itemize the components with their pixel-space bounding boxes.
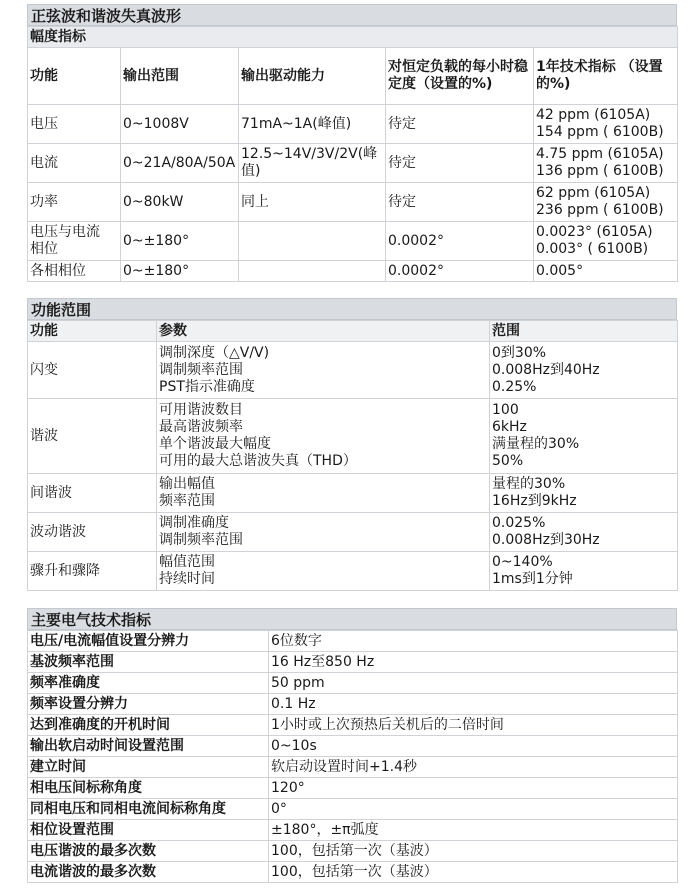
fr-params <box>157 513 490 552</box>
amp-func: 电流 <box>28 144 121 183</box>
function-range-table <box>27 320 678 591</box>
fr-range-line: 0.008Hz到40Hz <box>492 361 600 378</box>
spec-value: 100，包括第一次（基波） <box>269 841 678 862</box>
fr-func: 闪变 <box>28 342 157 399</box>
table-row <box>28 261 678 282</box>
table-row <box>28 399 678 474</box>
amp-drive: 71mA~1A(峰值) <box>239 105 386 144</box>
table-row <box>28 862 678 883</box>
amp-range: 0~±180° <box>121 261 239 282</box>
amp-drive: 12.5~14V/3V/2V(峰值) <box>239 144 386 183</box>
amp-spec-line: 154 ppm ( 6100B) <box>536 124 664 140</box>
fr-param-line: 单个谐波最大幅度 <box>159 436 271 452</box>
amp-func: 功率 <box>28 183 121 222</box>
spec-value: 100，包括第一次（基波） <box>269 862 678 883</box>
table-row <box>28 342 678 399</box>
amp-func-line: 相位 <box>30 241 58 257</box>
table-row <box>28 799 678 820</box>
fr-func: 骤升和骤降 <box>28 552 157 591</box>
table-row <box>28 552 678 591</box>
amp-stability: 待定 <box>386 144 534 183</box>
table-row <box>28 222 678 261</box>
amp-header-drive: 输出驱动能力 <box>239 48 386 105</box>
function-range-section <box>27 298 677 591</box>
amp-spec <box>534 144 678 183</box>
amp-spec: 0.005° <box>534 261 678 282</box>
fr-range-line: 0.025% <box>492 515 546 531</box>
amplitude-table <box>27 26 678 282</box>
spec-key: 电压/电流幅值设置分辨力 <box>28 631 269 652</box>
table-row <box>28 144 678 183</box>
fr-param-line: 调制深度（△V/V) <box>159 344 270 361</box>
amp-spec-line: 0.003° ( 6100B) <box>536 241 649 257</box>
fr-param-line: 可用的最大总谐波失真（THD） <box>159 453 357 469</box>
table-row <box>28 757 678 778</box>
spec-key: 电压谐波的最多次数 <box>28 841 269 862</box>
amp-func <box>28 222 121 261</box>
fr-header-params: 参数 <box>157 321 490 342</box>
spec-key: 电流谐波的最多次数 <box>28 862 269 883</box>
table-row <box>28 820 678 841</box>
amp-spec-line: 4.75 ppm (6105A) <box>536 146 664 162</box>
amp-spec-line: 0.0023° (6105A) <box>536 224 653 240</box>
spec-key: 频率准确度 <box>28 673 269 694</box>
fr-range-line: 100 <box>492 402 519 418</box>
fr-range-line: 0到30% <box>492 344 547 361</box>
amp-range: 0~1008V <box>121 105 239 144</box>
amp-func-line: 电压与电流 <box>30 224 100 240</box>
fr-range-line: 0.25% <box>492 378 537 395</box>
amp-range: 0~80kW <box>121 183 239 222</box>
amp-spec <box>534 222 678 261</box>
amp-spec <box>534 183 678 222</box>
amp-spec-line: 62 ppm (6105A) <box>536 185 651 201</box>
fr-param-line: 输出幅值 <box>159 476 215 492</box>
table-row <box>28 673 678 694</box>
fr-range-line: 1ms到1分钟 <box>492 571 573 587</box>
electrical-title: 主要电气技术指标 <box>27 608 677 630</box>
spec-value: 50 ppm <box>269 673 678 694</box>
fr-range-line: 6kHz <box>492 419 527 435</box>
amp-func: 电压 <box>28 105 121 144</box>
fr-header-func: 功能 <box>28 321 157 342</box>
amp-spec <box>534 105 678 144</box>
fr-params <box>157 399 490 474</box>
amplitude-subtitle: 幅度指标 <box>28 27 678 48</box>
amp-range: 0~±180° <box>121 222 239 261</box>
amp-stability: 0.0002° <box>386 261 534 282</box>
fr-param-line: 幅值范围 <box>159 554 215 570</box>
spec-key: 同相电压和同相电流间标称角度 <box>28 799 269 820</box>
spec-key: 基波频率范围 <box>28 652 269 673</box>
spec-key: 相电压间标称角度 <box>28 778 269 799</box>
spec-value: 6位数字 <box>269 631 678 652</box>
fr-header-range: 范围 <box>490 321 678 342</box>
fr-param-line: 最高谐波频率 <box>159 419 243 435</box>
fr-range-line: 0~140% <box>492 554 553 570</box>
electrical-table <box>27 630 678 883</box>
table-row <box>28 736 678 757</box>
table-row <box>28 694 678 715</box>
electrical-section <box>27 608 677 883</box>
table-row <box>28 183 678 222</box>
fr-params <box>157 474 490 513</box>
fr-param-line: 调制频率范围 <box>159 532 243 548</box>
spec-value: 0~10s <box>269 736 678 757</box>
fr-param-line: 频率范围 <box>159 493 215 509</box>
fr-func: 间谐波 <box>28 474 157 513</box>
fr-param-line: 可用谐波数目 <box>159 402 243 418</box>
fr-params <box>157 552 490 591</box>
amp-stability: 0.0002° <box>386 222 534 261</box>
fr-ranges <box>490 474 678 513</box>
spec-key: 达到准确度的开机时间 <box>28 715 269 736</box>
fr-range-line: 量程的30% <box>492 476 566 492</box>
amp-stability: 待定 <box>386 183 534 222</box>
table-row <box>28 513 678 552</box>
fr-param-line: 持续时间 <box>159 571 215 587</box>
table-row <box>28 778 678 799</box>
fr-param-line: 调制准确度 <box>159 515 229 531</box>
spec-value: 16 Hz至850 Hz <box>269 652 678 673</box>
table-row <box>28 652 678 673</box>
table-row <box>28 631 678 652</box>
fr-param-line: 调制频率范围 <box>159 361 243 378</box>
spec-key: 相位设置范围 <box>28 820 269 841</box>
table-row <box>28 474 678 513</box>
spec-value: 0.1 Hz <box>269 694 678 715</box>
amp-drive <box>239 222 386 261</box>
amp-drive: 同上 <box>239 183 386 222</box>
fr-param-line: PST指示准确度 <box>159 378 255 395</box>
spec-key: 建立时间 <box>28 757 269 778</box>
fr-range-line: 0.008Hz到30Hz <box>492 532 600 548</box>
fr-ranges <box>490 552 678 591</box>
fr-ranges <box>490 399 678 474</box>
spec-key: 频率设置分辨力 <box>28 694 269 715</box>
amplitude-section <box>27 4 677 282</box>
table-row <box>28 715 678 736</box>
fr-func: 波动谐波 <box>28 513 157 552</box>
amp-spec-line: 136 ppm ( 6100B) <box>536 163 664 179</box>
amp-header-range: 输出范围 <box>121 48 239 105</box>
fr-params <box>157 342 490 399</box>
amp-drive <box>239 261 386 282</box>
spec-value: 1小时或上次预热后关机后的二倍时间 <box>269 715 678 736</box>
amp-spec-line: 236 ppm ( 6100B) <box>536 202 664 218</box>
function-range-title: 功能范围 <box>27 298 677 320</box>
spec-value: 软启动设置时间+1.4秒 <box>269 757 678 778</box>
amp-header-stability: 对恒定负载的每小时稳定度（设置的%) <box>386 48 534 105</box>
spec-key: 输出软启动时间设置范围 <box>28 736 269 757</box>
amp-range: 0~21A/80A/50A <box>121 144 239 183</box>
amp-stability: 待定 <box>386 105 534 144</box>
spec-value: ±180°，±π弧度 <box>269 820 678 841</box>
amp-func: 各相相位 <box>28 261 121 282</box>
fr-range-line: 50% <box>492 453 524 469</box>
fr-ranges <box>490 513 678 552</box>
spec-value: 0° <box>269 799 678 820</box>
spec-value: 120° <box>269 778 678 799</box>
amp-header-spec: 1年技术指标 （设置的%) <box>534 48 678 105</box>
fr-func: 谐波 <box>28 399 157 474</box>
amp-header-func: 功能 <box>28 48 121 105</box>
fr-range-line: 16Hz到9kHz <box>492 493 577 509</box>
amplitude-section-title: 正弦波和谐波失真波形 <box>27 4 677 26</box>
table-row <box>28 841 678 862</box>
amp-spec-line: 42 ppm (6105A) <box>536 107 651 123</box>
fr-range-line: 满量程的30% <box>492 436 580 452</box>
fr-ranges <box>490 342 678 399</box>
table-row <box>28 105 678 144</box>
